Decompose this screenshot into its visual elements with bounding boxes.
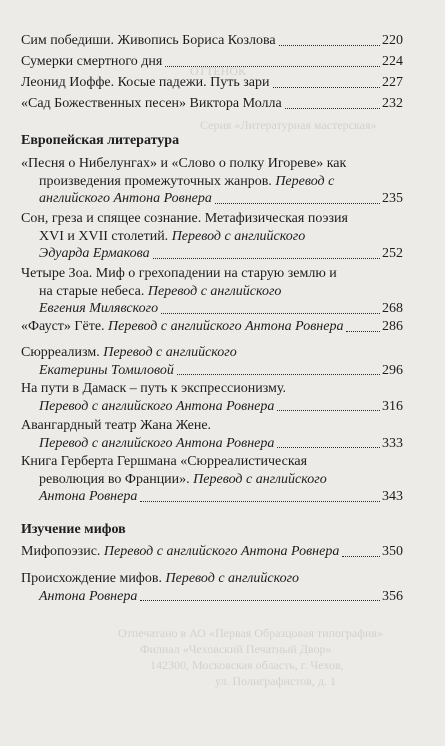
leader-dots xyxy=(161,313,380,314)
section-heading-myths: Изучение мифов xyxy=(21,522,126,537)
toc-entry-line xyxy=(21,283,403,301)
bleed-through-4: Филиал «Чеховский Печатный Двор» xyxy=(140,642,332,656)
toc-entry-title: Леонид Иоффе. Косые падежи. Путь зари xyxy=(21,75,270,90)
translator-credit: Антона Ровнера xyxy=(39,588,138,604)
toc-entry-line: Сон, греза и спящее сознание. Метафизическая поэзия xyxy=(21,211,348,226)
toc-entry[interactable] xyxy=(21,210,403,263)
leader-dots xyxy=(285,108,380,109)
translator-credit: Антона Ровнера xyxy=(39,489,138,504)
toc-entry[interactable] xyxy=(21,453,403,506)
toc-entry-title xyxy=(21,543,339,561)
toc-entry-line: На пути в Дамаск – путь к экспрессионизму. xyxy=(21,381,287,396)
toc-entry[interactable] xyxy=(21,95,403,113)
toc-page-number: 220 xyxy=(382,33,403,48)
toc-page-number: 252 xyxy=(382,246,403,261)
toc-entry-line xyxy=(21,173,403,191)
leader-dots xyxy=(273,87,381,88)
toc-entry-line xyxy=(21,570,403,588)
translator-credit: Евгения Милявского xyxy=(39,301,159,316)
bleed-through-1: ОТТЕНОК xyxy=(190,64,246,78)
toc-page-number: 286 xyxy=(382,319,403,334)
toc-entry-text: XVI и XVII столетий. xyxy=(39,228,172,244)
toc-entry-text: революция во Франции». xyxy=(39,471,194,487)
bleed-through-3: Отпечатано в АО «Первая Образцовая типография» xyxy=(118,626,383,640)
leader-dots xyxy=(277,447,380,448)
translator-credit: Эдуарда Ермакова xyxy=(39,246,150,261)
toc-page-number: 296 xyxy=(382,362,403,378)
toc-page-number: 343 xyxy=(382,489,403,504)
toc-entry-line xyxy=(21,344,403,362)
translator-credit: Екатерины Томиловой xyxy=(39,362,174,378)
leader-dots xyxy=(165,66,380,67)
toc-entry[interactable] xyxy=(21,417,403,452)
toc-page-number: 235 xyxy=(382,191,403,206)
toc-page-number: 350 xyxy=(382,544,403,559)
leader-dots xyxy=(177,374,380,375)
translator-credit: английского Антона Ровнера xyxy=(39,191,212,206)
toc-entry-line xyxy=(21,471,403,489)
section-heading-european: Европейская литература xyxy=(21,133,180,148)
toc-entry-line: Книга Герберта Гершмана «Сюрреалистическая xyxy=(21,454,308,469)
toc-entry[interactable] xyxy=(21,53,403,71)
toc-page-number: 316 xyxy=(382,398,403,414)
toc-entry-line: «Песня о Нибелунгах» и «Слово о полку Игореве» как xyxy=(21,156,347,171)
translator-credit: Перевод с английского xyxy=(103,345,237,360)
leader-dots xyxy=(140,501,380,502)
toc-entry-text: Мифопоэзис. xyxy=(21,544,104,559)
translator-credit: Перевод с английского Антона Ровнера xyxy=(39,435,275,451)
toc-entry[interactable] xyxy=(21,265,403,318)
leader-dots xyxy=(277,410,380,411)
toc-entry-text: «Фауст» Гёте. xyxy=(21,319,109,334)
toc-entry-line: Авангардный театр Жана Жене. xyxy=(21,418,212,433)
leader-dots xyxy=(346,331,380,332)
toc-entry-title: Сим победиши. Живопись Бориса Козлова xyxy=(21,33,276,48)
toc-entry-text: на старые небеса. xyxy=(39,283,148,299)
translator-credit: Перевод с английского xyxy=(171,228,306,244)
translator-credit: Перевод с английского xyxy=(193,471,327,487)
toc-entry-text: произведения промежуточных жанров. xyxy=(39,173,276,189)
bleed-through-2: Серия «Литературная мастерская» xyxy=(200,118,377,132)
toc-entry-title xyxy=(21,318,343,336)
translator-credit: Перевод с английского Антона Ровнера xyxy=(108,319,344,334)
leader-dots xyxy=(215,203,380,204)
toc-entry-text: Происхождение мифов. xyxy=(21,571,166,586)
toc-page-number: 224 xyxy=(382,54,403,69)
toc-entry[interactable] xyxy=(21,74,403,92)
translator-credit: Перевод с английского xyxy=(165,571,300,586)
toc-entry[interactable] xyxy=(21,155,403,208)
bleed-through-6: ул. Полиграфистов, д. 1 xyxy=(215,674,337,688)
translator-credit: Перевод с английского Антона Ровнера xyxy=(39,398,275,414)
toc-page-number: 232 xyxy=(382,96,403,111)
toc-page-number: 356 xyxy=(382,588,403,604)
toc-entry-line: Четыре Зоа. Миф о грехопадении на старую землю и xyxy=(21,266,337,281)
toc-page-number: 227 xyxy=(382,75,403,90)
translator-credit: Перевод с английского xyxy=(147,283,282,299)
bleed-through-5: 142300, Московская область, г. Чехов, xyxy=(150,658,344,672)
toc-entry[interactable] xyxy=(21,344,403,379)
toc-entry[interactable] xyxy=(21,543,403,561)
leader-dots xyxy=(153,258,380,259)
translator-credit: Перевод с xyxy=(275,173,335,189)
leader-dots xyxy=(140,600,380,601)
toc-entry-title: «Сад Божественных песен» Виктора Молла xyxy=(21,96,282,111)
toc-entry-title: Сумерки смертного дня xyxy=(21,54,163,69)
translator-credit: Перевод с английского Антона Ровнера xyxy=(103,544,340,559)
toc-entry[interactable] xyxy=(21,570,403,605)
toc-entry[interactable] xyxy=(21,380,403,415)
toc-entry-line xyxy=(21,228,403,246)
toc-entry[interactable] xyxy=(21,318,403,336)
toc-page-number: 268 xyxy=(382,301,403,316)
toc-page-number: 333 xyxy=(382,435,403,451)
toc-entry[interactable] xyxy=(21,32,403,50)
leader-dots xyxy=(279,45,380,46)
toc-entry-text: Сюрреализм. xyxy=(21,345,104,360)
leader-dots xyxy=(342,556,380,557)
